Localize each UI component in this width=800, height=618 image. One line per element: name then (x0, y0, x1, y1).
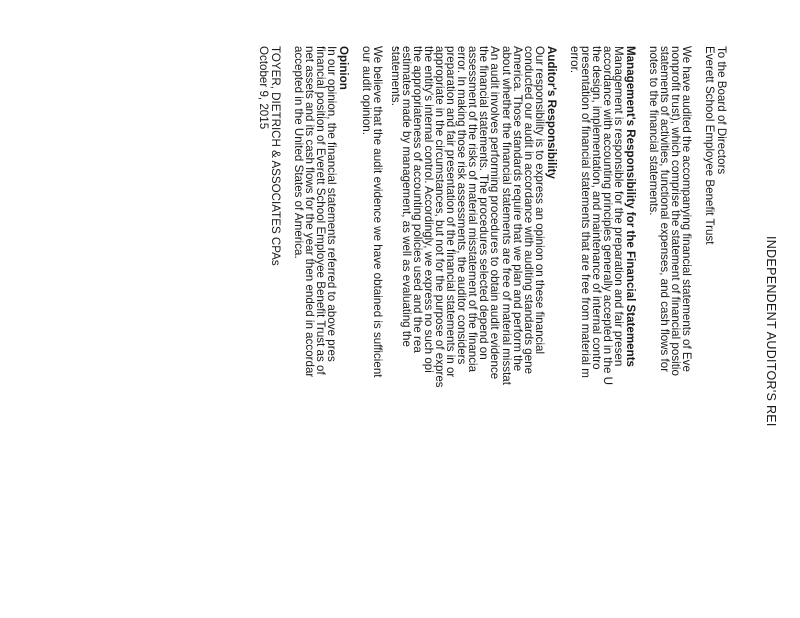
addressee-line-1: To the Board of Directors (715, 46, 728, 175)
auditor-p2-line-4: error. In making those risk assessments, the auditor considers (455, 46, 468, 365)
management-line-5: error. (568, 46, 581, 74)
auditor-p2-line-6: appropriate in the circumstances, but not for the purpose of expres (433, 46, 446, 388)
management-line-4: presentation of financial statements that are free from material m (579, 46, 592, 378)
auditor-heading: Auditor's Responsibility (545, 46, 558, 179)
auditor-p2-line-7: the entity's internal control. Accordingly, we express no such opi (422, 46, 435, 373)
signature-date: October 9, 2015 (257, 46, 270, 130)
opinion-line-1: In our opinion, the financial statements referred to above pres (325, 46, 338, 362)
opinion-heading: Opinion (337, 46, 350, 90)
management-line-1: Management is responsible for the preparation and fair presen (612, 46, 625, 367)
addressee-line-2: Everett School Employee Benefit Trust (703, 46, 716, 245)
auditor-p3-line-1: We believe that the audit evidence we have obtained is sufficient (371, 46, 384, 378)
auditor-p2-line-3: assessment of the risks of material misstatement of the financia (466, 46, 479, 373)
auditor-p2-line-2: the financial statements. The procedures selected depend on (477, 46, 490, 360)
signature-firm: TOYER, DIETRICH & ASSOCIATES CPAs (269, 46, 282, 266)
auditor-p2-line-9: estimates made by management, as well as evaluating the (400, 46, 413, 347)
auditor-p1-line-3: America. Those standards require that we plan and perform the (511, 46, 524, 372)
management-heading: Management's Responsibility for the Financial Statements (624, 46, 637, 368)
intro-line-2: nonprofit trust), which comprise the statement of financial positio (669, 46, 682, 376)
auditor-p1-line-4: about whether the financial statements are free of material misstat (500, 46, 513, 385)
intro-line-4: notes to the financial statements. (647, 46, 660, 216)
auditor-p2-line-5: preparation and fair presentation of the financial statements in or (444, 46, 457, 378)
auditor-p2-line-8: the appropriateness of accounting policies used and the rea (411, 46, 424, 353)
intro-line-1: We have audited the accompanying financial statements of Eve (680, 46, 693, 372)
opinion-line-3: net assets and its cash flows for the year then ended in accordar (303, 46, 316, 378)
auditor-p2-line-1: An audit involves performing procedures to obtain audit evidence (488, 46, 501, 380)
rotated-report-text (120, 0, 800, 618)
opinion-line-4: accepted in the United States of America. (292, 46, 305, 259)
management-line-2: accordance with accounting principles generally accepted in the U (601, 46, 614, 385)
auditor-p1-line-1: Our responsibility is to express an opinion on these financial (533, 46, 546, 355)
auditor-p3-line-2: our audit opinion. (360, 46, 373, 135)
auditor-p1-line-2: conducted our audit in accordance with auditing standards gene (522, 46, 535, 375)
opinion-line-2: financial position of Everett School Employee Benefit Trust as of (314, 46, 327, 375)
auditor-p2-line-10: statements. (389, 46, 402, 106)
management-line-3: the design, implementation, and maintenance of internal contro (590, 46, 603, 370)
intro-line-3: statements of activities, functional expenses, and cash flows for (658, 46, 671, 373)
report-title: INDEPENDENT AUDITOR'S REI (764, 236, 778, 427)
